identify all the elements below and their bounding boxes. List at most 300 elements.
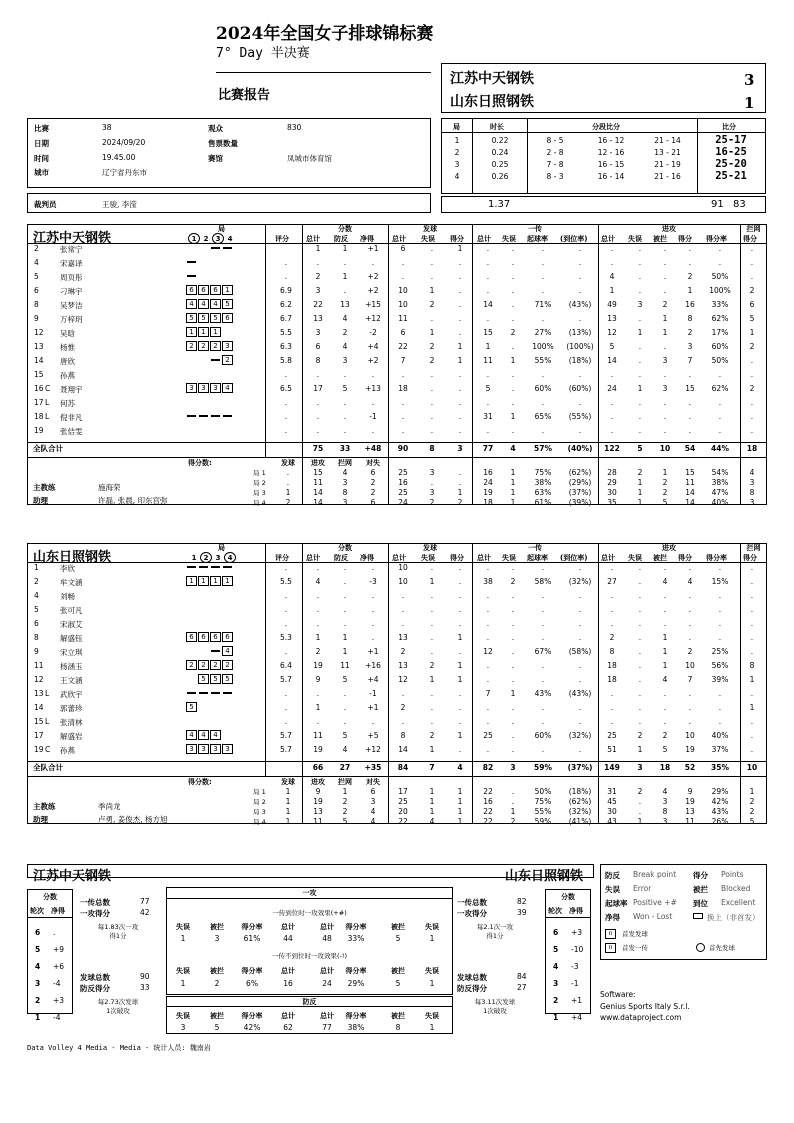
legend-description: Won - Lost (633, 912, 673, 921)
set-start-position: 4 (222, 383, 233, 393)
player-set-positions (186, 425, 234, 437)
player-stat-rpos: . (541, 745, 545, 754)
player-role: L (45, 689, 50, 698)
player-stat-at: 5 (609, 342, 615, 351)
stat-cell: 被拦 (653, 554, 667, 562)
legend-term: 到位 (693, 899, 708, 908)
player-stat-apct: 50% (711, 356, 729, 365)
player-stat-bp: 11 (340, 661, 350, 670)
set-stat-sp: 1 (457, 797, 463, 806)
player-stat-re: . (511, 342, 515, 351)
player-stat-bk: 2 (749, 384, 755, 393)
stat-cell: 一传总数 (457, 898, 487, 907)
set-stat-ae: 1 (637, 488, 643, 497)
player-stat-apct: 15% (711, 577, 729, 586)
player-stat-rpos: . (541, 426, 545, 435)
set-start-position: 6 (198, 632, 209, 642)
player-number: 4 (34, 258, 39, 267)
player-stat-net: +5 (367, 731, 379, 740)
player-stat-at: 13 (607, 314, 617, 323)
set-stat-apct: 42% (711, 797, 729, 806)
player-stat-net: +1 (367, 244, 379, 253)
set-not-played (222, 397, 233, 407)
player-stat-rpos: . (541, 605, 545, 614)
set-points-stat: 2 (285, 498, 291, 507)
set-not-played (198, 355, 209, 365)
player-name: 解盛钰 (60, 634, 83, 643)
team-total-st: 90 (397, 444, 409, 453)
player-stat-at: . (610, 703, 614, 712)
player-stat-sp: . (458, 619, 462, 628)
stat-cell: (到位率) (560, 235, 588, 243)
set-label: 局 2 (253, 479, 266, 487)
set-start-position: 4 (186, 299, 197, 309)
team-total-rexc: (40%) (567, 444, 593, 453)
player-name: 何苏 (60, 399, 75, 408)
set-stat-re: 1 (510, 488, 516, 497)
rotation-net: +9 (53, 945, 65, 954)
set-points-stat: 1 (342, 787, 348, 796)
player-stat-re: 1 (510, 356, 516, 365)
player-stat-rt: . (486, 426, 490, 435)
stat-cell: (到位率) (560, 554, 588, 562)
good-pass-value: 5 (395, 934, 401, 943)
set-start-position: 3 (198, 383, 209, 393)
set-substitute-mark (186, 562, 197, 572)
player-stat-ae: . (638, 703, 642, 712)
stat-cell: 轮次 (548, 907, 562, 915)
legend-term: 起球率 (605, 899, 628, 908)
player-stat-se: . (430, 384, 434, 393)
set-stat-apct: 43% (711, 807, 729, 816)
player-set-positions (186, 590, 234, 602)
player-role: C (45, 384, 51, 393)
player-stat-rexc: . (578, 675, 582, 684)
stat-cell: 失误 (502, 235, 516, 243)
first-serve-team-icon (696, 943, 705, 952)
set-stat-se: . (430, 478, 434, 487)
match-time: 19.45.00 (102, 153, 136, 162)
stat-cell: 分数 (561, 893, 575, 901)
stat-cell: 被拦 (391, 1012, 405, 1020)
set-label: 局 4 (253, 818, 266, 826)
legend-term: 得分 (693, 871, 708, 880)
player-stat-ap: . (688, 398, 692, 407)
player-stat-bp: . (343, 426, 347, 435)
stat-cell: 失误 (421, 554, 435, 562)
player-name: 聂翔宇 (60, 385, 83, 394)
player-stat-apct: . (718, 563, 722, 572)
set-number: 4 (454, 172, 460, 181)
player-stat-rt: 12 (483, 647, 493, 656)
set-stat-bk: 8 (749, 488, 755, 497)
player-stat-se: . (430, 563, 434, 572)
set-stat-bk: 1 (749, 787, 755, 796)
set-stat-at: 28 (607, 468, 617, 477)
team-total-bk: 10 (746, 763, 758, 772)
set-stat-ap: 15 (685, 468, 695, 477)
player-stat-at: . (610, 412, 614, 421)
player-stat-se: 2 (429, 731, 435, 740)
assistant-names: 卢勇, 姜俊杰, 杨方旭 (98, 815, 168, 824)
player-set-positions (186, 674, 234, 686)
player-number: 11 (34, 661, 44, 670)
set-substitute-mark (186, 271, 197, 281)
player-stat-apct: . (718, 412, 722, 421)
set-start-position: 1 (222, 285, 233, 295)
player-stat-rpos: . (541, 703, 545, 712)
team-total-rexc: (37%) (567, 763, 593, 772)
set-not-played (222, 702, 233, 712)
player-stat-ae: . (638, 258, 642, 267)
set-stat-bk: 2 (749, 807, 755, 816)
counter-value: 5 (214, 1023, 220, 1032)
player-stat-re: . (511, 661, 515, 670)
set-stat-at: 35 (607, 498, 617, 507)
rotation-net: -10 (571, 945, 584, 954)
set-stat-rpos: 63% (534, 488, 552, 497)
player-name: 杨涵玉 (60, 662, 83, 671)
player-stat-apct: . (718, 619, 722, 628)
total-home-points: 91 (711, 199, 724, 210)
player-stat-bp: 5 (342, 384, 348, 393)
player-stat-ab: . (663, 591, 667, 600)
player-stat-bk: . (750, 244, 754, 253)
stat-cell: 1次破攻 (483, 1007, 507, 1015)
player-stat-ab: 3 (662, 384, 668, 393)
points-col-header: 发球 (281, 778, 295, 786)
team-totals-label: 全队合计 (33, 444, 63, 453)
player-stat-se: 1 (429, 286, 435, 295)
away-team-name: 山东日照钢铁 (450, 94, 534, 110)
set-points-stat: 5 (342, 817, 348, 826)
set-start-position: 2 (198, 341, 209, 351)
set-start-position: 5 (186, 313, 197, 323)
set-stat-rpos: 38% (534, 478, 552, 487)
player-stat-sp: 1 (457, 731, 463, 740)
player-number: 19 (34, 426, 44, 435)
team-total-at: 149 (604, 763, 620, 772)
player-stat-rat: . (284, 258, 288, 267)
home-team-name: 江苏中天钢铁 (450, 71, 534, 87)
set-start-position: 6 (210, 285, 221, 295)
points-col-header: 发球 (281, 459, 295, 467)
player-stat-rat: 5.7 (280, 675, 292, 684)
player-stat-ab: 4 (662, 577, 668, 586)
player-number: 17 (34, 731, 44, 740)
set-not-played (186, 674, 197, 684)
player-stat-st: 8 (400, 731, 406, 740)
stat-cell: 总计 (320, 923, 334, 931)
group-header: 分数 (338, 225, 352, 233)
player-stat-rexc: (60%) (568, 384, 592, 393)
set-points-stat: 3 (370, 797, 376, 806)
set-stat-re: 1 (510, 468, 516, 477)
set-points-stat: 2 (342, 797, 348, 806)
player-stat-rpos: 71% (534, 300, 552, 309)
set-stat-apct: 54% (711, 468, 729, 477)
player-stat-re: . (511, 633, 515, 642)
set-stat-se: 2 (429, 498, 435, 507)
player-stat-pts: 3 (315, 286, 321, 295)
player-stat-apct: 40% (711, 731, 729, 740)
set-stat-ab: 3 (662, 817, 668, 826)
player-stat-rpos: . (541, 633, 545, 642)
set-points-stat: 6 (370, 498, 376, 507)
team-total-rpos: 57% (534, 444, 552, 453)
legend-term: 净得 (605, 913, 620, 922)
player-stat-bp: 3 (342, 356, 348, 365)
set-substitute-mark (222, 243, 233, 253)
set-points-stat: 2 (370, 478, 376, 487)
player-number: 13 (34, 689, 44, 698)
player-stat-re: . (511, 717, 515, 726)
set-not-played (210, 271, 221, 281)
player-stat-st: . (401, 398, 405, 407)
player-stat-rat: 6.7 (280, 314, 292, 323)
player-stat-bp: 4 (342, 745, 348, 754)
legend-description: Positive +# (633, 898, 677, 907)
player-stat-se: 1 (429, 577, 435, 586)
player-stat-ae: . (638, 633, 642, 642)
player-stat-st: . (401, 689, 405, 698)
stat-cell: 局 (218, 544, 225, 552)
player-stat-ae: . (638, 689, 642, 698)
set-stat-se: 1 (429, 797, 435, 806)
player-stat-net: . (371, 426, 375, 435)
player-stat-ab: 1 (662, 647, 668, 656)
set-start-position: 4 (186, 730, 197, 740)
set-stat-ae: . (638, 807, 642, 816)
set-stat-sp: . (458, 468, 462, 477)
player-stat-st: . (401, 717, 405, 726)
match-city: 辽宁省丹东市 (102, 168, 147, 177)
player-stat-bp: 1 (342, 633, 348, 642)
set-stat-ae: 1 (637, 478, 643, 487)
team-total-sp: 3 (457, 444, 463, 453)
player-stat-ap: 10 (685, 661, 695, 670)
player-stat-ae: 1 (637, 745, 643, 754)
player-stat-net: . (371, 633, 375, 642)
player-set-positions (186, 299, 234, 309)
set-substitute-mark (210, 562, 221, 572)
player-stat-net: . (371, 370, 375, 379)
set-points-stat: 1 (285, 797, 291, 806)
player-stat-pts: 6 (315, 342, 321, 351)
player-stat-rat: 5.5 (280, 328, 292, 337)
good-pass-value: 1 (429, 934, 435, 943)
player-stat-bp: . (343, 605, 347, 614)
player-stat-net: . (371, 605, 375, 614)
good-pass-value: 1 (180, 934, 186, 943)
player-stat-net: . (371, 717, 375, 726)
player-stat-ab: . (663, 272, 667, 281)
set-stat-se: 4 (429, 817, 435, 826)
set-substitute-mark (198, 688, 209, 698)
stat-cell: 每2.1次一攻 (476, 923, 514, 931)
substitute-legend-icon (693, 913, 703, 919)
stat-cell: 总计 (320, 1012, 334, 1020)
player-name: 孙燕 (60, 371, 75, 380)
player-stat-ae: 1 (637, 384, 643, 393)
set-stat-apct: 29% (711, 787, 729, 796)
player-stat-bk: . (750, 563, 754, 572)
player-set-positions (186, 341, 234, 351)
legend-description: Points (721, 870, 744, 879)
set-not-played (198, 604, 209, 614)
sideout-title: 一攻 (302, 889, 317, 897)
set-stat-ae: 1 (637, 817, 643, 826)
team-total-net: +48 (364, 444, 382, 453)
set-stat-bk: 3 (749, 498, 755, 507)
set-points-stat: 1 (285, 817, 291, 826)
set-stat-rexc: (39%) (568, 498, 592, 507)
rotation-net: -3 (571, 962, 579, 971)
player-stat-ap: 1 (687, 286, 693, 295)
player-stat-re: . (511, 258, 515, 267)
player-name: 唐欣 (60, 357, 75, 366)
first-serve-team-label: 首先发球 (709, 944, 735, 952)
set-substitute-mark (222, 411, 233, 421)
player-stat-re: . (511, 426, 515, 435)
set-index: 3 (212, 233, 224, 244)
set-start-position: 2 (222, 660, 233, 670)
player-stat-pts: 17 (313, 384, 323, 393)
player-stat-se: 2 (429, 356, 435, 365)
set-not-played (198, 716, 209, 726)
player-stat-at: 25 (607, 731, 617, 740)
player-stat-rat: 6.3 (280, 342, 292, 351)
player-stat-apct: 37% (711, 745, 729, 754)
team-total-net: +35 (364, 763, 382, 772)
player-stat-sp: . (458, 272, 462, 281)
rotation-number: 4 (553, 962, 559, 971)
set-stat-rpos: 50% (534, 787, 552, 796)
set-stat-st: 16 (398, 478, 408, 487)
player-stat-sp: . (458, 426, 462, 435)
player-stat-net: . (371, 591, 375, 600)
player-stat-ap: 19 (685, 745, 695, 754)
player-stat-at: 8 (609, 647, 615, 656)
player-stat-sp: . (458, 717, 462, 726)
player-stat-net: -3 (369, 577, 377, 586)
player-stat-bk: . (750, 258, 754, 267)
set-substitute-mark (186, 257, 197, 267)
player-stat-bp: . (343, 717, 347, 726)
player-stat-pts: . (316, 412, 320, 421)
player-stat-ap: . (688, 633, 692, 642)
set-start-position: 1 (186, 576, 197, 586)
player-stat-se: . (430, 703, 434, 712)
set-index: 2 (203, 235, 209, 243)
set-label: 局 4 (253, 499, 266, 507)
player-stat-net: +1 (367, 703, 379, 712)
points-col-header: 对失 (366, 459, 380, 467)
player-stat-rt: . (486, 619, 490, 628)
player-stat-net: +12 (365, 314, 381, 323)
player-stat-apct: . (718, 605, 722, 614)
set-not-played (198, 702, 209, 712)
player-stat-st: 22 (398, 342, 408, 351)
team-total-apct: 44% (711, 444, 729, 453)
set-stat-ab: 3 (662, 797, 668, 806)
team-total-bp: 33 (339, 444, 351, 453)
player-stat-bp: . (343, 689, 347, 698)
player-stat-ab: 1 (662, 633, 668, 642)
player-stat-rat: 6.9 (280, 286, 292, 295)
player-stat-ae: . (638, 619, 642, 628)
player-stat-ab: 1 (662, 314, 668, 323)
player-stat-apct: . (718, 717, 722, 726)
player-number: 6 (34, 286, 39, 295)
stat-cell: 每3.11次发球 (474, 998, 516, 1006)
set-duration: 0.26 (491, 172, 509, 181)
player-stat-bp: . (343, 412, 347, 421)
set-start-position: 2 (186, 341, 197, 351)
player-stat-sp: . (458, 412, 462, 421)
set-stat-apct: 40% (711, 498, 729, 507)
player-stat-bk: . (750, 731, 754, 740)
player-stat-re: . (511, 384, 515, 393)
set-stat-ab: 2 (662, 488, 668, 497)
stat-cell: 总计 (392, 554, 406, 562)
footer: Data Volley 4 Media - Media - 统计人员: 魏南岩 (27, 1044, 211, 1052)
player-stat-re: . (511, 605, 515, 614)
player-stat-rt: . (486, 272, 490, 281)
set-start-position: 6 (222, 632, 233, 642)
team-total-st: 84 (397, 763, 409, 772)
player-stat-apct: . (718, 244, 722, 253)
player-stat-rat: . (284, 370, 288, 379)
set-stat-ap: 11 (685, 817, 695, 826)
player-stat-rexc: . (578, 605, 582, 614)
player-stat-rpos: . (541, 675, 545, 684)
group-header: 发球 (423, 225, 437, 233)
rotation-number: 2 (553, 996, 559, 1005)
player-stat-ap: . (688, 370, 692, 379)
set-stat-at: 30 (607, 807, 617, 816)
player-stat-apct: 50% (711, 272, 729, 281)
player-stat-pts: . (316, 717, 320, 726)
set-stat-rexc: (41%) (568, 817, 592, 826)
legend-description: Blocked (721, 884, 751, 893)
player-stat-at: 51 (607, 745, 617, 754)
set-stat-at: 45 (607, 797, 617, 806)
player-stat-ae: . (638, 356, 642, 365)
player-stat-bp: 4 (342, 314, 348, 323)
set-stat-rexc: (18%) (568, 787, 592, 796)
coach-name: 季尚龙 (98, 802, 121, 811)
rotation-net: +6 (53, 962, 65, 971)
rotation-number: 2 (35, 996, 41, 1005)
set-points-stat: 2 (370, 488, 376, 497)
player-stat-pts: 4 (315, 577, 321, 586)
group-header: 拦网 (746, 544, 761, 552)
player-stat-rt: . (486, 286, 490, 295)
player-set-positions (186, 716, 234, 728)
player-role: C (45, 745, 51, 754)
set-substitute-mark (210, 646, 221, 656)
stat-cell: 得分 (743, 554, 757, 562)
team-total-apct: 35% (711, 763, 729, 772)
player-stat-se: . (430, 370, 434, 379)
player-stat-rexc: . (578, 591, 582, 600)
set-start-position: 5 (222, 674, 233, 684)
set-not-played (222, 369, 233, 379)
player-stat-rat: . (284, 717, 288, 726)
set-not-played (210, 397, 221, 407)
player-stat-re: . (511, 300, 515, 309)
